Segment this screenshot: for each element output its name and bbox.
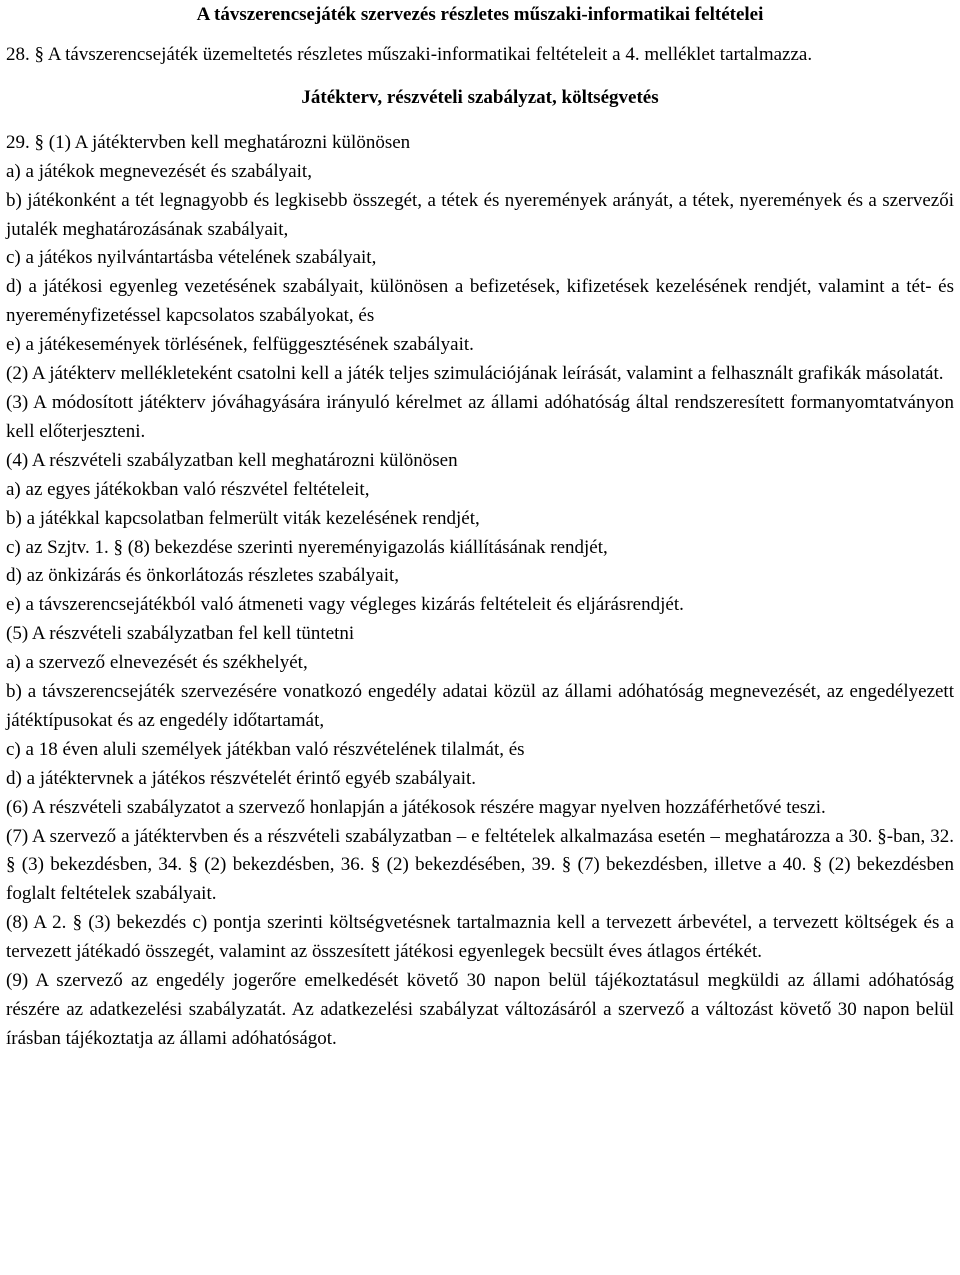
item-5d: d) a játéktervnek a játékos részvételét érintő egyéb szabályait. — [6, 767, 477, 789]
paragraph-29-7: (7) A szervező a játéktervben és a részvételi szabályzatban – e feltételek alkalmazása esetén – meghatározza a 30. §-ban, 32. § (3) bekezdésben, 34. § (2) bekezdésben, 36. § (2) bekezdésében, 39. § (7) bekezdésben, illetve a 40. § (2) bekezdésben foglalt feltételek szabályait. — [6, 825, 954, 905]
section-text: A távszerencsejáték üzemeltetés részletes műszaki-informatikai feltételeit a 4. melléklet tartalmazza. — [47, 44, 813, 65]
item-1b: b) játékonként a tét legnagyobb és legkisebb összegét, a tétek és nyeremények arányát, a tétek, nyeremények és a szervezői jutalék meghatározásának szabályait, — [6, 189, 954, 240]
paragraph-29-9: (9) A szervező az engedély jogerőre emelkedését követő 30 napon belül tájékoztatásul megküldi az állami adóhatóság részére az adatkezelési szabályzatát. Az adatkezelési szabályzat változásáról a szervező a változást követő 30 napon belül írásban tájékoztatja az állami adóhatóságot. — [6, 970, 954, 1049]
paragraph-29-5: (5) A részvételi szabályzatban fel kell tüntetni — [6, 623, 355, 645]
paragraph-29-3: (3) A módosított játékterv jóváhagyására irányuló kérelmet az állami adóhatóság által rendszeresített formanyomtatványon kell előterjeszteni. — [6, 391, 954, 442]
item-4e: e) a távszerencsejátékból való átmeneti vagy végleges kizárás feltételeit és eljárásrendjét. — [6, 594, 684, 616]
item-4b: b) a játékkal kapcsolatban felmerült viták kezelésének rendjét, — [6, 507, 480, 529]
item-1a: a) a játékok megnevezését és szabályait, — [6, 160, 312, 182]
item-1d: d) a játékosi egyenleg vezetésének szabályait, különösen a befizetések, kifizetések kezelésének rendjét, valamint a tét- és nyereményfizetéssel kapcsolatos szabályokat, és — [6, 276, 954, 327]
item-4d: d) az önkizárás és önkorlátozás részletes szabályait, — [6, 565, 400, 587]
item-1e: e) a játékesemények törlésének, felfüggesztésének szabályait. — [6, 334, 474, 356]
item-4a: a) az egyes játékokban való részvétel feltételeit, — [6, 478, 370, 500]
section-number: 29. § — [6, 131, 44, 153]
item-5a: a) a szervező elnevezését és székhelyét, — [6, 652, 308, 674]
paragraph-29-4: (4) A részvételi szabályzatban kell meghatározni különösen — [6, 449, 458, 471]
paragraph-29-2: (2) A játékterv mellékleteként csatolni kell a játék teljes szimulációjának leírását, valamint a felhasznált grafikák másolatát. — [6, 363, 944, 385]
section-heading: Játékterv, részvételi szabályzat, költségvetés — [301, 86, 659, 108]
item-4c: c) az Szjtv. 1. § (8) bekezdése szerinti nyereményigazolás kiállításának rendjét, — [6, 536, 608, 558]
paragraph-29-1 — [6, 129, 954, 158]
section-text: (1) A játéktervben kell meghatározni különösen — [48, 131, 411, 153]
paragraph-28 — [6, 41, 954, 70]
item-1c: c) a játékos nyilvántartásba vételének szabályait, — [6, 247, 377, 269]
section-number: 28. § — [6, 44, 44, 65]
document-title: A távszerencsejáték szervezés részletes műszaki-informatikai feltételei — [196, 4, 764, 25]
paragraph-29-8: (8) A 2. § (3) bekezdés c) pontja szerinti költségvetésnek tartalmaznia kell a tervezett árbevétel, a tervezett költségek és a tervezett játékadó összegét, valamint az összesített játékosi egyenlegek becsült éves átlagos értékét. — [6, 912, 954, 963]
paragraph-29-6: (6) A részvételi szabályzatot a szervező honlapján a játékosok részére magyar nyelven hozzáférhetővé teszi. — [6, 796, 826, 818]
item-5b: b) a távszerencsejáték szervezésére vonatkozó engedély adatai közül az állami adóhatóság megnevezését, az engedélyezett játéktípusokat és az engedély időtartamát, — [6, 681, 954, 731]
item-5c: c) a 18 éven aluli személyek játékban való részvételének tilalmát, és — [6, 738, 525, 760]
